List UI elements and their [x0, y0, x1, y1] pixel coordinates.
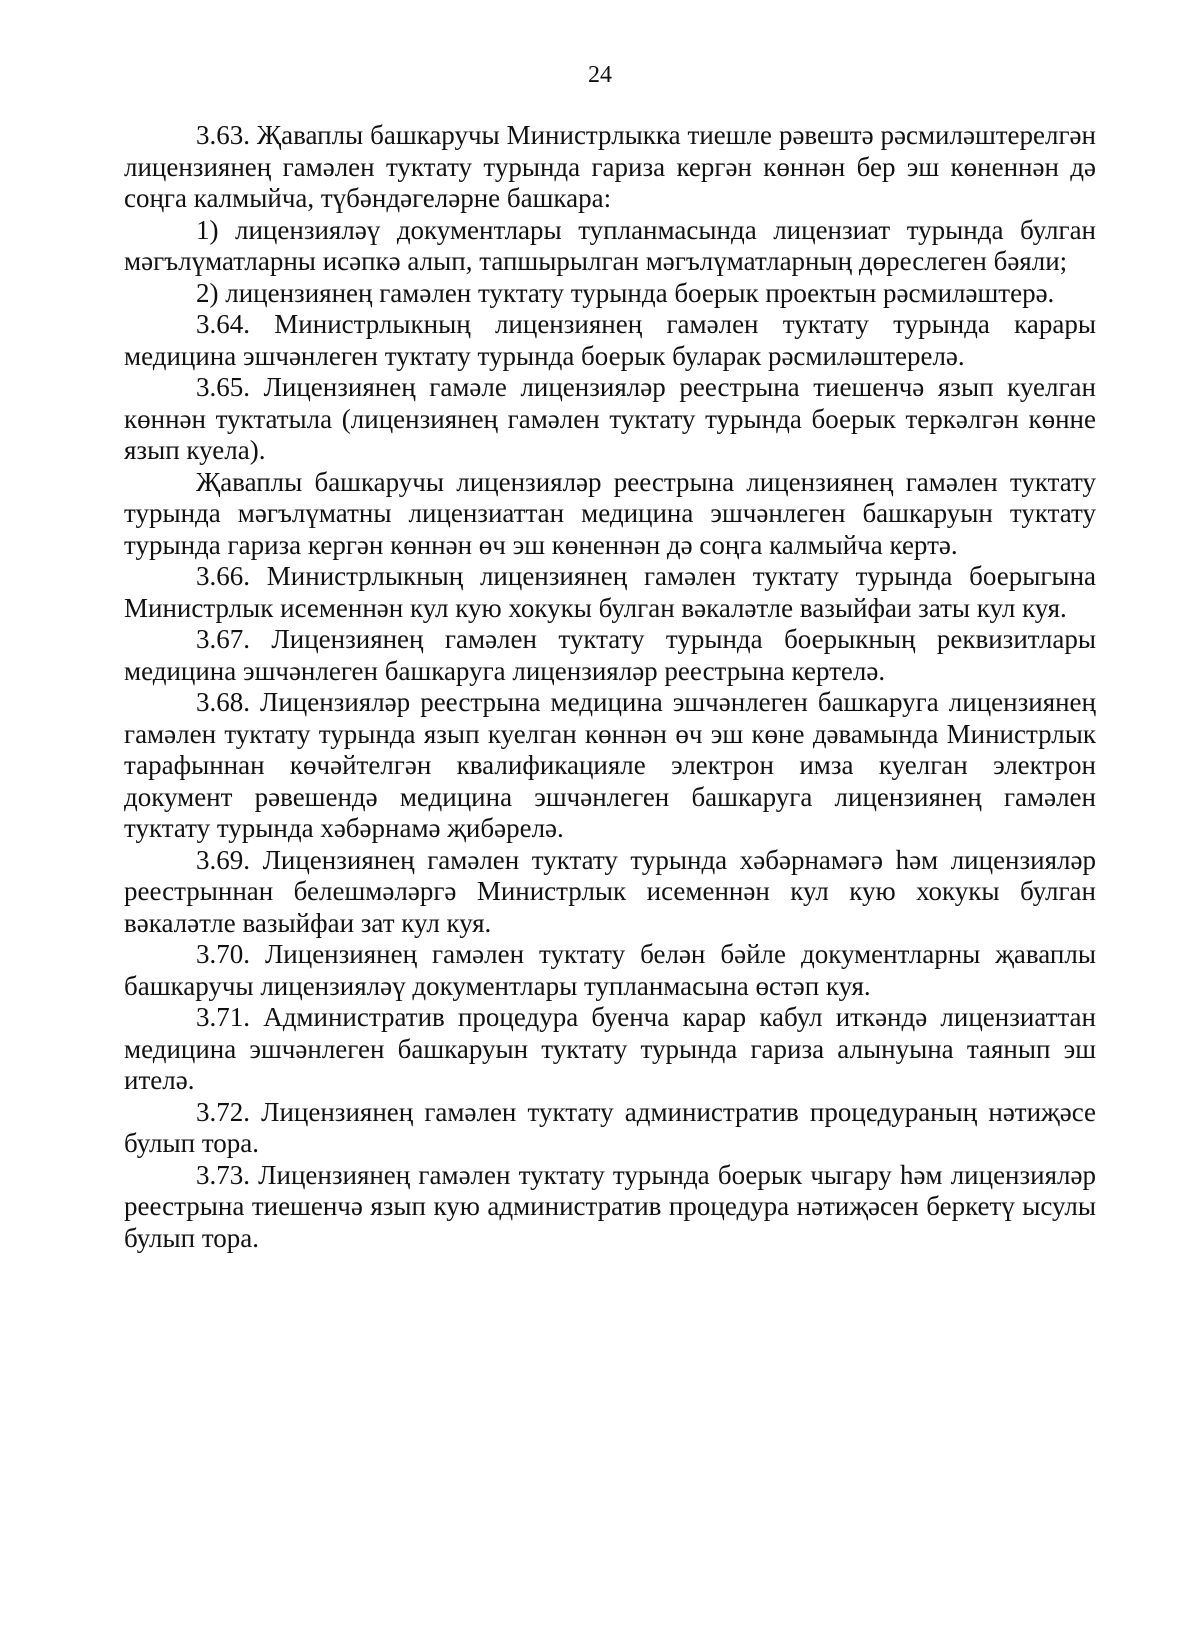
paragraph-3-70: 3.70. Лицензиянең гамәлен туктату белән бәйле документларны җаваплы башкаручы лицензияләү документлары тупланмасына өстәп куя. [124, 939, 1096, 1001]
document-body [124, 120, 1096, 1254]
paragraph-3-69: 3.69. Лицензиянең гамәлен туктату турында хәбәрнамәгә һәм лицензияләр реестрыннан белешмәләргә Министрлык исеменнән кул кую хокукы булган вәкаләтле вазыйфаи зат кул куя. [124, 844, 1096, 938]
list-item-1: 1) лицензияләү документлары тупланмасында лицензиат турында булган мәгълүматларны исәпкә алып, тапшырылган мәгълүматларның дөреслеген бәяли; [124, 214, 1096, 276]
paragraph-3-66: 3.66. Министрлыкның лицензиянең гамәлен туктату турында боерыгына Министрлык исеменнән кул кую хокукы булган вәкаләтле вазыйфаи заты кул куя. [124, 561, 1096, 623]
paragraph-3-67: 3.67. Лицензиянең гамәлен туктату турында боерыкның реквизитлары медицина эшчәнлеген башкаруга лицензияләр реестрына кертелә. [124, 624, 1096, 686]
paragraph-3-65: 3.65. Лицензиянең гамәле лицензияләр реестрына тиешенчә язып куелган көннән туктатыла (лицензиянең гамәлен туктату турында боерык теркәлгән көнне язып куела). [124, 372, 1096, 465]
page-number: 24 [588, 62, 612, 88]
paragraph-3-73: 3.73. Лицензиянең гамәлен туктату турында боерык чыгару һәм лицензияләр реестрына тиешенчә язып кую административ процедура нәтиҗәсен беркетү ысулы булып тора. [124, 1159, 1096, 1253]
paragraph-3-64: 3.64. Министрлыкның лицензиянең гамәлен туктату турында карары медицина эшчәнлеген туктату турында боерык буларак рәсмиләштерелә. [124, 309, 1096, 371]
paragraph-3-63: 3.63. Җаваплы башкаручы Министрлыкка тиешле рәвештә рәсмиләштерелгән лицензиянең гамәлен туктату турында гариза кергән көннән бер эш көненнән дә соңга калмыйча, түбәндәгеләрне башкара: [124, 120, 1096, 213]
list-item-2: 2) лицензиянең гамәлен туктату турында боерык проектын рәсмиләштерә. [196, 277, 1055, 308]
paragraph-3-72: 3.72. Лицензиянең гамәлен туктату административ процедураның нәтиҗәсе булып тора. [124, 1096, 1096, 1158]
paragraph-3-68: 3.68. Лицензияләр реестрына медицина эшчәнлеген башкаруга лицензиянең гамәлен туктату турында язып куелган көннән өч эш көне дәвамында Министрлык тарафыннан көчәйтелгән квалификацияле электрон имза куелган электрон документ рәвешендә медицина эшчәнлеген башкаруга лицензиянең гамәлен туктату турында хәбәрнамә җибәрелә. [124, 687, 1096, 843]
paragraph-3-71: 3.71. Административ процедура буенча карар кабул иткәндә лицензиаттан медицина эшчәнлеген башкаруын туктату турында гариза алынуына таянып эш ителә. [124, 1002, 1096, 1095]
paragraph-3-65-continued: Җаваплы башкаручы лицензияләр реестрына лицензиянең гамәлен туктату турында мәгълүматны лицензиаттан медицина эшчәнлеген башкаруын туктату турында гариза кергән көннән өч эш көненнән дә соңга калмыйча кертә. [124, 466, 1096, 560]
